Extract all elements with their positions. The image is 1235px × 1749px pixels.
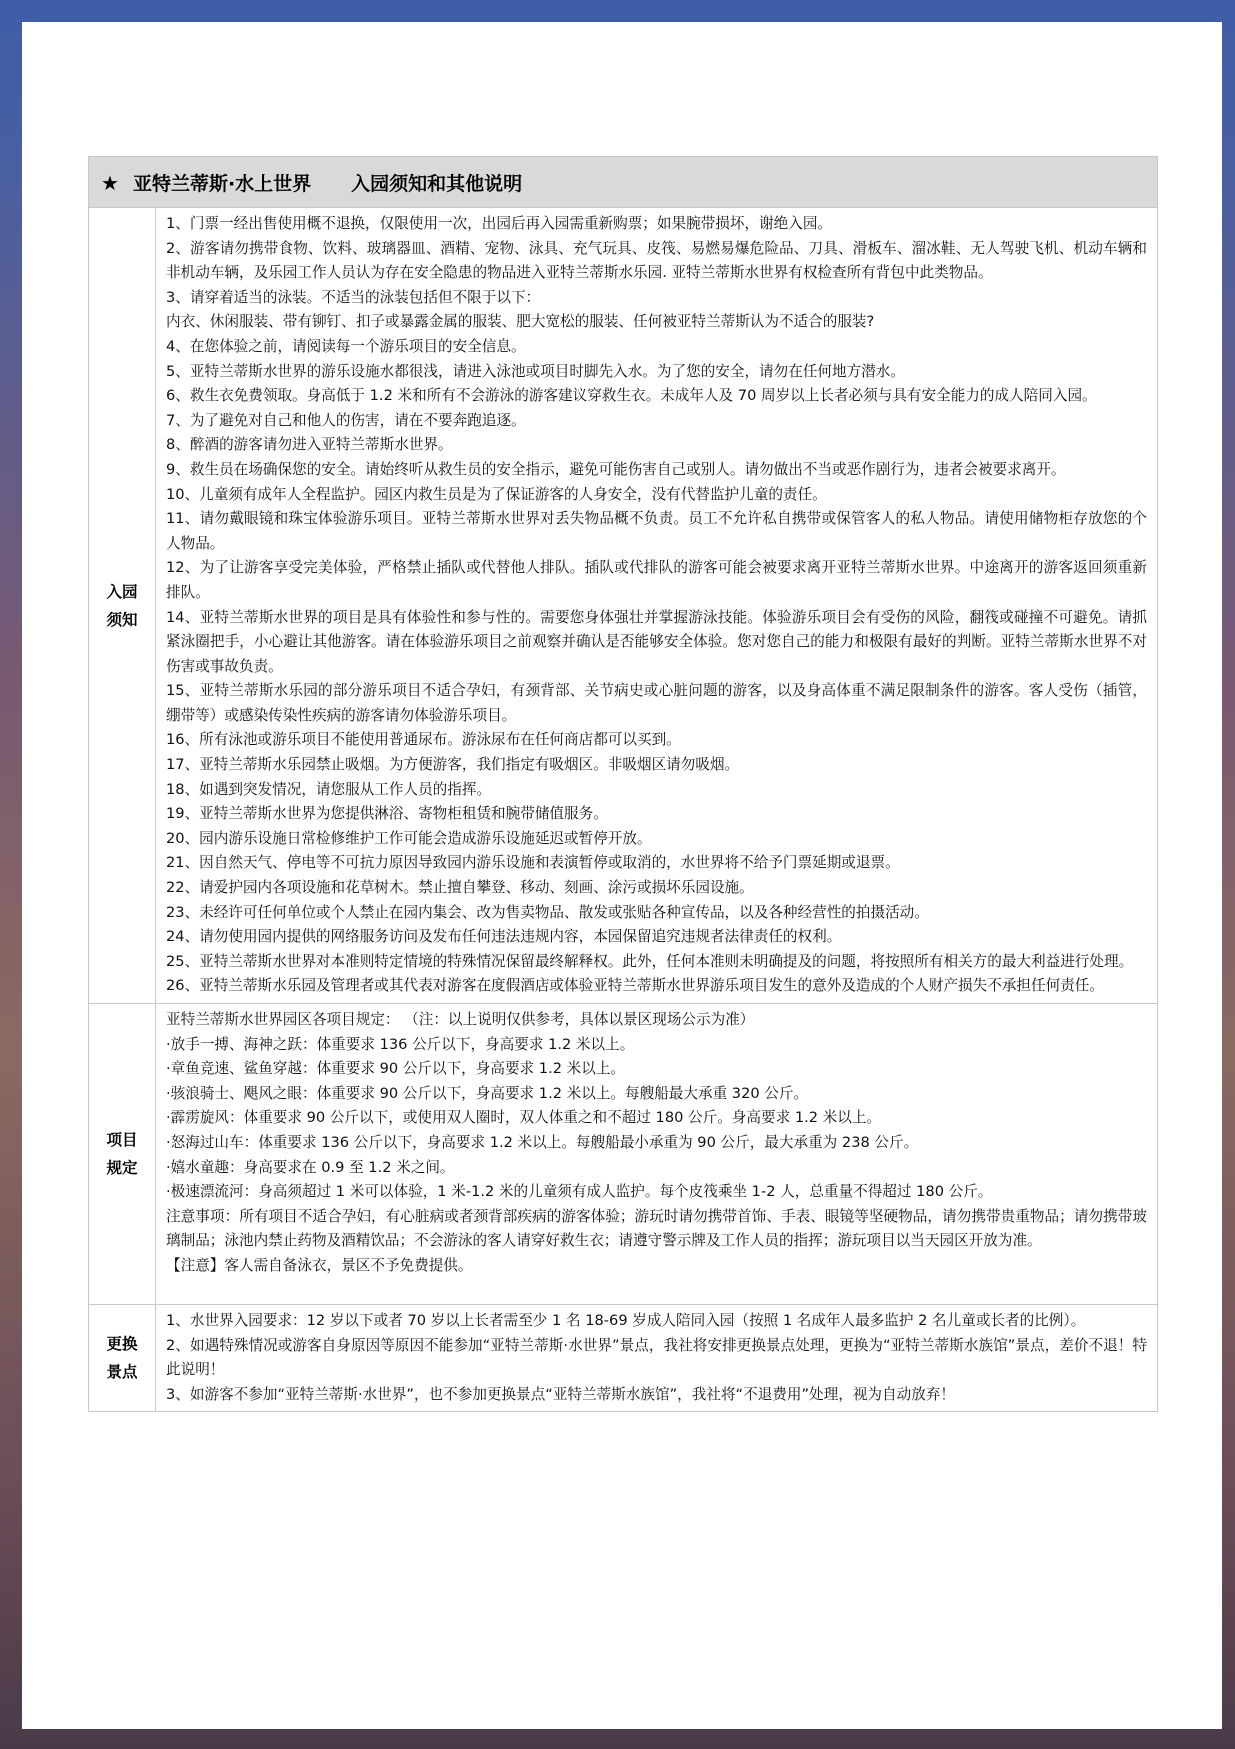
paragraph-line: 7、为了避免对自己和他人的伤害，请在不要奔跑追逐。 (166, 411, 526, 429)
paragraph-line: 内衣、休闲服装、带有铆钉、扣子或暴露金属的服装、肥大宽松的服装、任何被亚特兰蒂斯认为不适合的服装? (166, 313, 875, 331)
title-right: 入园须知和其他说明 (351, 172, 523, 195)
paragraph-line: 16、所有泳池或游乐项目不能使用普通尿布。游泳尿布在任何商店都可以买到。 (166, 731, 681, 749)
paragraph-line: 【注意】客人需自备泳衣，景区不予免费提供。 (166, 1256, 473, 1274)
section-row (89, 1305, 1158, 1412)
paragraph-line: ·放手一搏、海神之跃：体重要求 136 公斤以下，身高要求 1.2 米以上。 (166, 1035, 635, 1053)
paragraph-line: 亚特兰蒂斯水世界园区各项目规定： （注：以上说明仅供参考，具体以景区现场公示为准） (166, 1011, 755, 1028)
section-label: 项目 规定 (89, 1004, 156, 1305)
paragraph-line: 18、如遇到突发情况，请您服从工作人员的指挥。 (166, 780, 492, 798)
paragraph-line: 10、儿童须有成年人全程监护。园区内救生员是为了保证游客的人身安全，没有代替监护儿童的责任。 (166, 485, 827, 503)
paragraph-line: ·怒海过山车：体重要求 136 公斤以下，身高要求 1.2 米以上。每艘船最小承重为 90 公斤，最大承重为 238 公斤。 (166, 1133, 919, 1151)
section-content (156, 1305, 1158, 1412)
paragraph-line: 1、水世界入园要求：12 岁以下或者 70 岁以上长者需至少 1 名 18-69 岁成人陪同入园（按照 1 名成年人最多监护 2 名儿童或长者的比例）。 (166, 1312, 1086, 1329)
paragraph-line: 12、为了让游客享受完美体验，严格禁止插队或代替他人排队。插队或代排队的游客可能会被要求离开亚特兰蒂斯水世界。中途离开的游客返回须重新排队。 (166, 559, 1147, 601)
paragraph-line: 2、游客请勿携带食物、饮料、玻璃器皿、酒精、宠物、泳具、充气玩具、皮筏、易燃易爆危险品、刀具、滑板车、溜冰鞋、无人驾驶飞机、机动车辆和非机动车辆，及乐园工作人员认为存在安全隐患的物品进入亚特兰蒂斯水乐园. 亚特兰蒂斯水世界有权检查所有背包中此类物品。 (166, 239, 1147, 282)
paragraph-line: 3、如游客不参加“亚特兰蒂斯·水世界”，也不参加更换景点“亚特兰蒂斯水族馆”，我社将“不退费用”处理，视为自动放弃！ (166, 1385, 955, 1403)
paragraph-line: 3、请穿着适当的泳装。不适当的泳装包括但不限于以下： (166, 288, 541, 306)
paragraph-line: 4、在您体验之前，请阅读每一个游乐项目的安全信息。 (166, 337, 526, 355)
paragraph-line: 8、醉酒的游客请勿进入亚特兰蒂斯水世界。 (166, 436, 453, 454)
paragraph-line: 9、救生员在场确保您的安全。请始终听从救生员的安全指示，避免可能伤害自己或别人。请勿做出不当或恶作剧行为，违者会被要求离开。 (166, 460, 1066, 478)
paragraph-line: 26、亚特兰蒂斯水乐园及管理者或其代表对游客在度假酒店或体验亚特兰蒂斯水世界游乐项目发生的意外及造成的个人财产损失不承担任何责任。 (166, 977, 1104, 995)
paragraph-line: 22、请爱护园内各项设施和花草树木。禁止擅自攀登、移动、刻画、涂污或损坏乐园设施。 (166, 879, 754, 897)
section-row (89, 208, 1158, 1004)
paragraph-line: 21、因自然天气、停电等不可抗力原因导致园内游乐设施和表演暂停或取消的，水世界将不给予门票延期或退票。 (166, 854, 900, 872)
paragraph-line: ·霹雳旋风：体重要求 90 公斤以下，或使用双人圈时，双人体重之和不超过 180 公斤。身高要求 1.2 米以上。 (166, 1109, 882, 1127)
paragraph-line: 2、如遇特殊情况或游客自身原因等原因不能参加“亚特兰蒂斯·水世界”景点，我社将安排更换景点处理，更换为“亚特兰蒂斯水族馆”景点，差价不退！特此说明！ (166, 1336, 1147, 1379)
paragraph-line: ·嬉水童趣：身高要求在 0.9 至 1.2 米之间。 (166, 1158, 455, 1176)
notice-table (88, 156, 1158, 1412)
paragraph-line: 注意事项：所有项目不适合孕妇，有心脏病或者颈背部疾病的游客体验；游玩时请勿携带首饰、手表、眼镜等坚硬物品，请勿携带贵重物品；请勿携带玻璃制品；泳池内禁止药物及酒精饮品；不会游泳的客人请穿好救生衣；请遵守警示牌及工作人员的指挥；游玩项目以当天园区开放为准。 (166, 1207, 1147, 1250)
paragraph-line: 6、救生衣免费领取。身高低于 1.2 米和所有不会游泳的游客建议穿救生衣。未成年人及 70 周岁以上长者必须与具有安全能力的成人陪同入园。 (166, 387, 1097, 405)
paragraph-line: 25、亚特兰蒂斯水世界对本准则特定情境的特殊情况保留最终解释权。此外，任何本准则未明确提及的问题，将按照所有相关方的最大利益进行处理。 (166, 952, 1134, 970)
section-label: 入园 须知 (89, 208, 156, 1004)
paragraph-line: ·章鱼竞速、鲨鱼穿越：体重要求 90 公斤以下，身高要求 1.2 米以上。 (166, 1060, 626, 1078)
section-row (89, 1004, 1158, 1305)
paragraph-line: 20、园内游乐设施日常检修维护工作可能会造成游乐设施延迟或暂停开放。 (166, 829, 652, 847)
section-content (156, 1004, 1158, 1305)
paragraph-line: 14、亚特兰蒂斯水世界的项目是具有体验性和参与性的。需要您身体强壮并掌握游泳技能。体验游乐项目会有受伤的风险，翻筏或碰撞不可避免。请抓紧泳圈把手，小心避让其他游客。请在体验游乐项目之前观察并确认是否能够安全体验。您对您自己的能力和极限有最好的判断。亚特兰蒂斯水世界不对伤害或事故负责。 (166, 608, 1147, 675)
paragraph-line: ·骇浪骑士、飓风之眼：体重要求 90 公斤以下，身高要求 1.2 米以上。每艘船最大承重 320 公斤。 (166, 1084, 809, 1102)
paragraph-line: ·极速漂流河：身高须超过 1 米可以体验，1 米-1.2 米的儿童须有成人监护。每个皮筏乘坐 1-2 人，总重量不得超过 180 公斤。 (166, 1183, 993, 1201)
star-icon: ★ (101, 170, 119, 195)
document-page (22, 22, 1222, 1729)
section-content (156, 208, 1158, 1004)
paragraph-line: 17、亚特兰蒂斯水乐园禁止吸烟。为方便游客，我们指定有吸烟区。非吸烟区请勿吸烟。 (166, 756, 740, 774)
paragraph-line: 24、请勿使用园内提供的网络服务访问及发布任何违法违规内容，本园保留追究违规者法律责任的权利。 (166, 928, 842, 946)
table-header (89, 157, 1158, 208)
paragraph-line: 5、亚特兰蒂斯水世界的游乐设施水都很浅，请进入泳池或项目时脚先入水。为了您的安全，请勿在任何地方潜水。 (166, 362, 905, 380)
paragraph-line: 23、未经许可任何单位或个人禁止在园内集会、改为售卖物品、散发或张贴各种宣传品，以及各种经营性的拍摄活动。 (166, 903, 929, 921)
title-left: 亚特兰蒂斯·水上世界 (132, 172, 312, 195)
section-label: 更换 景点 (89, 1305, 156, 1412)
paragraph-line: 11、请勿戴眼镜和珠宝体验游乐项目。亚特兰蒂斯水世界对丢失物品概不负责。员工不允许私自携带或保管客人的私人物品。请使用储物柜存放您的个人物品。 (166, 510, 1147, 552)
paragraph-line: 15、亚特兰蒂斯水乐园的部分游乐项目不适合孕妇，有颈背部、关节病史或心脏问题的游客，以及身高体重不满足限制条件的游客。客人受伤（插管，绷带等）或感染传染性疾病的游客请勿体验游乐项目。 (166, 682, 1147, 724)
paragraph-line: 19、亚特兰蒂斯水世界为您提供淋浴、寄物柜租赁和腕带储值服务。 (166, 805, 608, 823)
paragraph-line: 1、门票一经出售使用概不退换，仅限使用一次，出园后再入园需重新购票；如果腕带损坏，谢绝入园。 (166, 215, 833, 232)
